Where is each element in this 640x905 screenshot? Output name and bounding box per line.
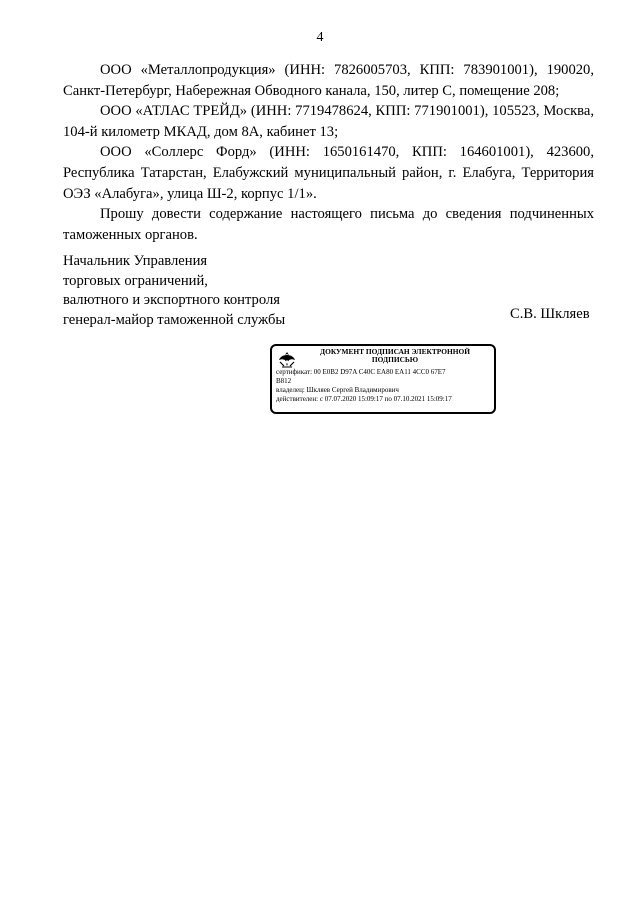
paragraph-metalloproduktsiya: ООО «Металлопродукция» (ИНН: 7826005703, КПП: 783901001), 190020, Санкт-Петербург, Набережная Обводного канала, 150, литер С, помещение 208;: [63, 62, 594, 99]
paragraph-request: Прошу довести содержание настоящего письма до сведения подчиненных таможенных органов.: [63, 206, 594, 243]
page-number: 4: [316, 30, 324, 45]
paragraph-sollers-ford: ООО «Соллерс Форд» (ИНН: 1650161470, КПП: 164601001), 423600, Республика Татарстан, Елабужский муниципальный район, г. Елабуга, Территория ОЭЗ «Алабуга», улица Ш-2, корпус 1/1».: [63, 144, 594, 202]
stamp-title: ДОКУМЕНТ ПОДПИСАН ЭЛЕКТРОННОЙ ПОДПИСЬЮ: [320, 347, 470, 365]
certificate-owner: владелец: Шкляев Сергей Владимирович: [276, 385, 399, 394]
position-line: Начальник Управления: [63, 253, 208, 269]
stamp-details: [276, 368, 490, 404]
certificate-number: сертификат: 00 E0B2 D97A C40C EA80 EA11 4CC0 67E7: [276, 367, 446, 376]
signatory-position: [63, 252, 285, 330]
letter-body: [63, 60, 594, 245]
position-line: генерал-майор таможенной службы: [63, 311, 286, 328]
customs-emblem-icon: [276, 349, 298, 371]
position-line: валютного и экспортного контроля: [63, 292, 280, 309]
electronic-signature-stamp: [270, 344, 496, 414]
signatory-name: С.В. Шкляев: [510, 306, 590, 322]
paragraph-atlas-trade: ООО «АТЛАС ТРЕЙД» (ИНН: 7719478624, КПП: 771901001), 105523, Москва, 104-й километр МКАД, дом 8А, кабинет 13;: [63, 103, 594, 140]
certificate-number-tail: B812: [276, 376, 292, 385]
position-line: торговых ограничений,: [63, 272, 208, 289]
certificate-validity: действителен: с 07.07.2020 15:09:17 по 07.10.2021 15:09:17: [276, 394, 452, 403]
